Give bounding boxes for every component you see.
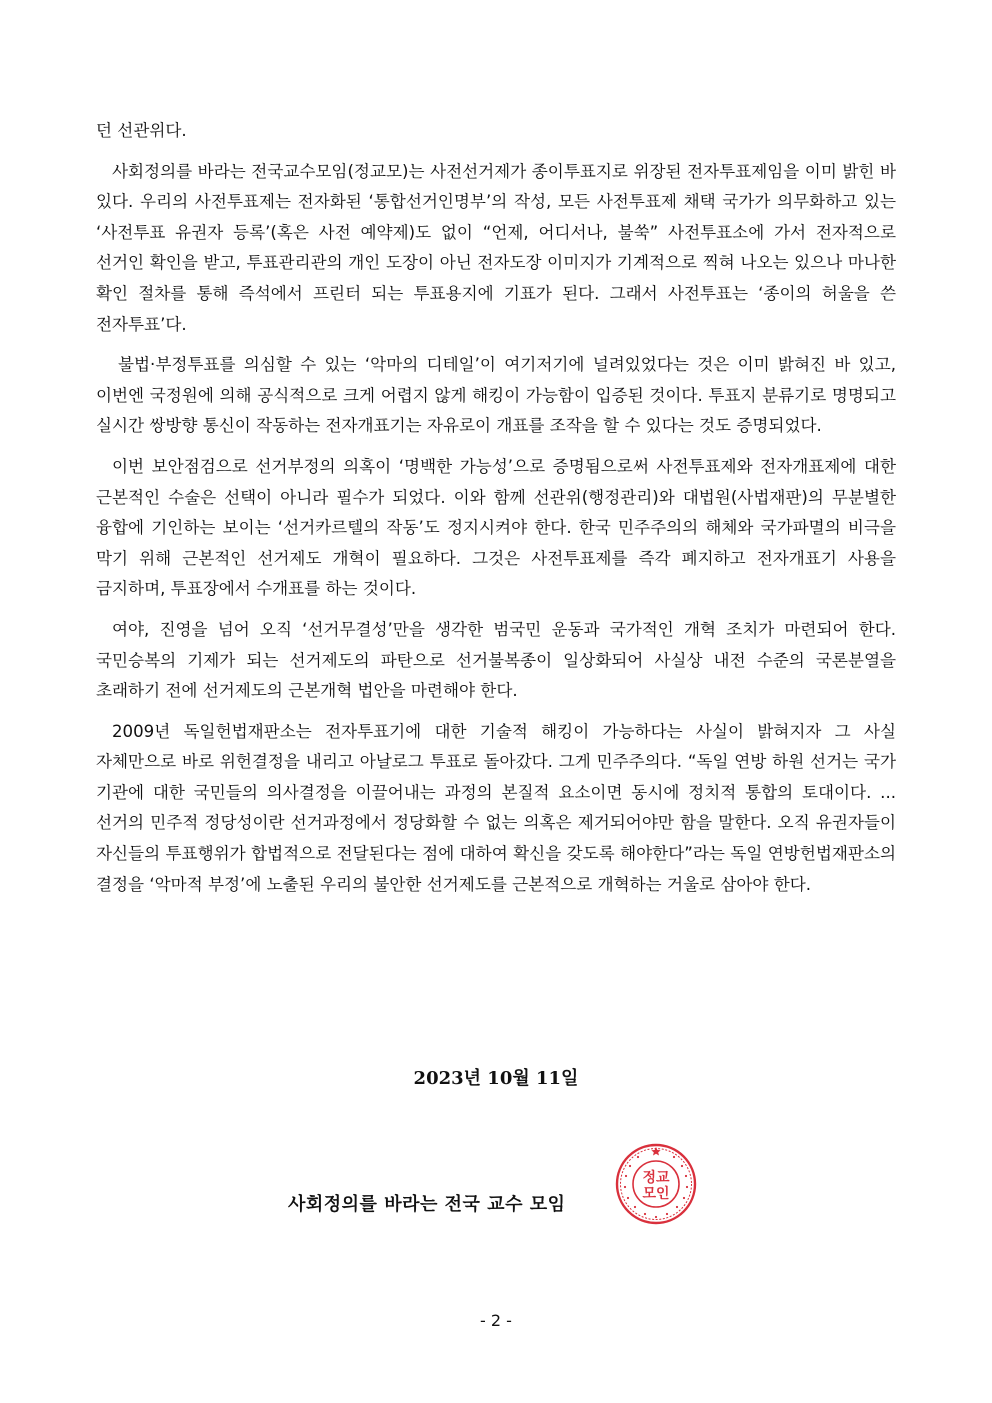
paragraph-6: 2009년 독일헌법재판소는 전자투표기에 대한 기술적 해킹이 가능하다는 사실이 밝혀지자 그 사실 자체만으로 바로 위헌결정을 내리고 아날로그 투표로 돌아갔다. 그게 민주주의다. “독일 연방 하원 선거는 국가 기관에 대한 국민들의 의사결정을 이끌어내는 과정의 본질적 요소이면 동시에 정치적 통합의 토대이다. ...선거의 민주적 정당성이란 선거과정에서 정당화할 수 없는 의혹은 제거되어야만 함을 말한다. 오직 유권자들이 자신들의 투표행위가 합법적으로 전달된다는 점에 대하여 확신을 갖도록 해야한다”라는 독일 연방헌법재판소의 결정을 ‘악마적 부정’에 노출된 우리의 불안한 선거제도를 근본적으로 개혁하는 거울로 삼아야 한다. [96, 721, 896, 894]
seal-text-top: 정교 [642, 1170, 670, 1186]
seal-text-bottom: 모인 [642, 1186, 670, 1202]
document-body [96, 116, 896, 910]
official-seal-stamp [614, 1142, 698, 1226]
document-date: 2023년 10월 11일 [413, 1068, 579, 1089]
signature-organization: 사회정의를 바라는 전국 교수 모임 [288, 1194, 566, 1215]
paragraph-3: 불법·부정투표를 의심할 수 있는 ‘악마의 디테일’이 여기저기에 널려있었다는 것은 이미 밝혀진 바 있고, 이번엔 국정원에 의해 공식적으로 크게 어렵지 않게 해킹이 가능함이 입증된 것이다. 투표지 분류기로 명명되고 실시간 쌍방향 통신이 작동하는 전자개표기는 자유로이 개표를 조작을 할 수 있다는 것도 증명되었다. [96, 355, 896, 436]
paragraph-5: 여야, 진영을 넘어 오직 ‘선거무결성’만을 생각한 범국민 운동과 국가적인 개혁 조치가 마련되어 한다. 국민승복의 기제가 되는 선거제도의 파탄으로 선거불복종이 일상화되어 사실상 내전 수준의 국론분열을 초래하기 전에 선거제도의 근본개혁 법안을 마련해야 한다. [96, 619, 897, 701]
paragraph-4: 이번 보안점검으로 선거부정의 의혹이 ‘명백한 가능성’으로 증명됨으로써 사전투표제와 전자개표제에 대한 근본적인 수술은 선택이 아니라 필수가 되었다. 이와 함께 선관위(행정관리)와 대법원(사법재판)의 무분별한 융합에 기인하는 보이는 ‘선거카르텔의 작동’도 정지시켜야 한다. 한국 민주주의의 해체와 국가파멸의 비극을 막기 위해 근본적인 선거제도 개혁이 필요하다. 그것은 사전투표제를 즉각 폐지하고 전자개표기 사용을 금지하며, 투표장에서 수개표를 하는 것이다. [96, 456, 896, 599]
paragraph-2: 사회정의를 바라는 전국교수모임(정교모)는 사전선거제가 종이투표지로 위장된 전자투표제임을 이미 밝힌 바 있다. 우리의 사전투표제는 전자화된 ‘통합선거인명부’의 작성, 모든 사전투표제 채택 국가가 의무화하고 있는 ‘사전투표 유권자 등록’(혹은 사전 예약제)도 없이 “언제, 어디서나, 불쑥” 사전투표소에 가서 전자적으로 선거인 확인을 받고, 투표관리관의 개인 도장이 아닌 전자도장 이미지가 기계적으로 찍혀 나오는 있으나 마나한 확인 절차를 통해 즉석에서 프린터 되는 투표용지에 기표가 된다. 그래서 사전투표는 ‘종이의 허울을 쓴 전자투표’다. [96, 161, 896, 334]
paragraph-1: 던 선관위다. [96, 121, 187, 140]
page-number: - 2 - [480, 1311, 512, 1330]
